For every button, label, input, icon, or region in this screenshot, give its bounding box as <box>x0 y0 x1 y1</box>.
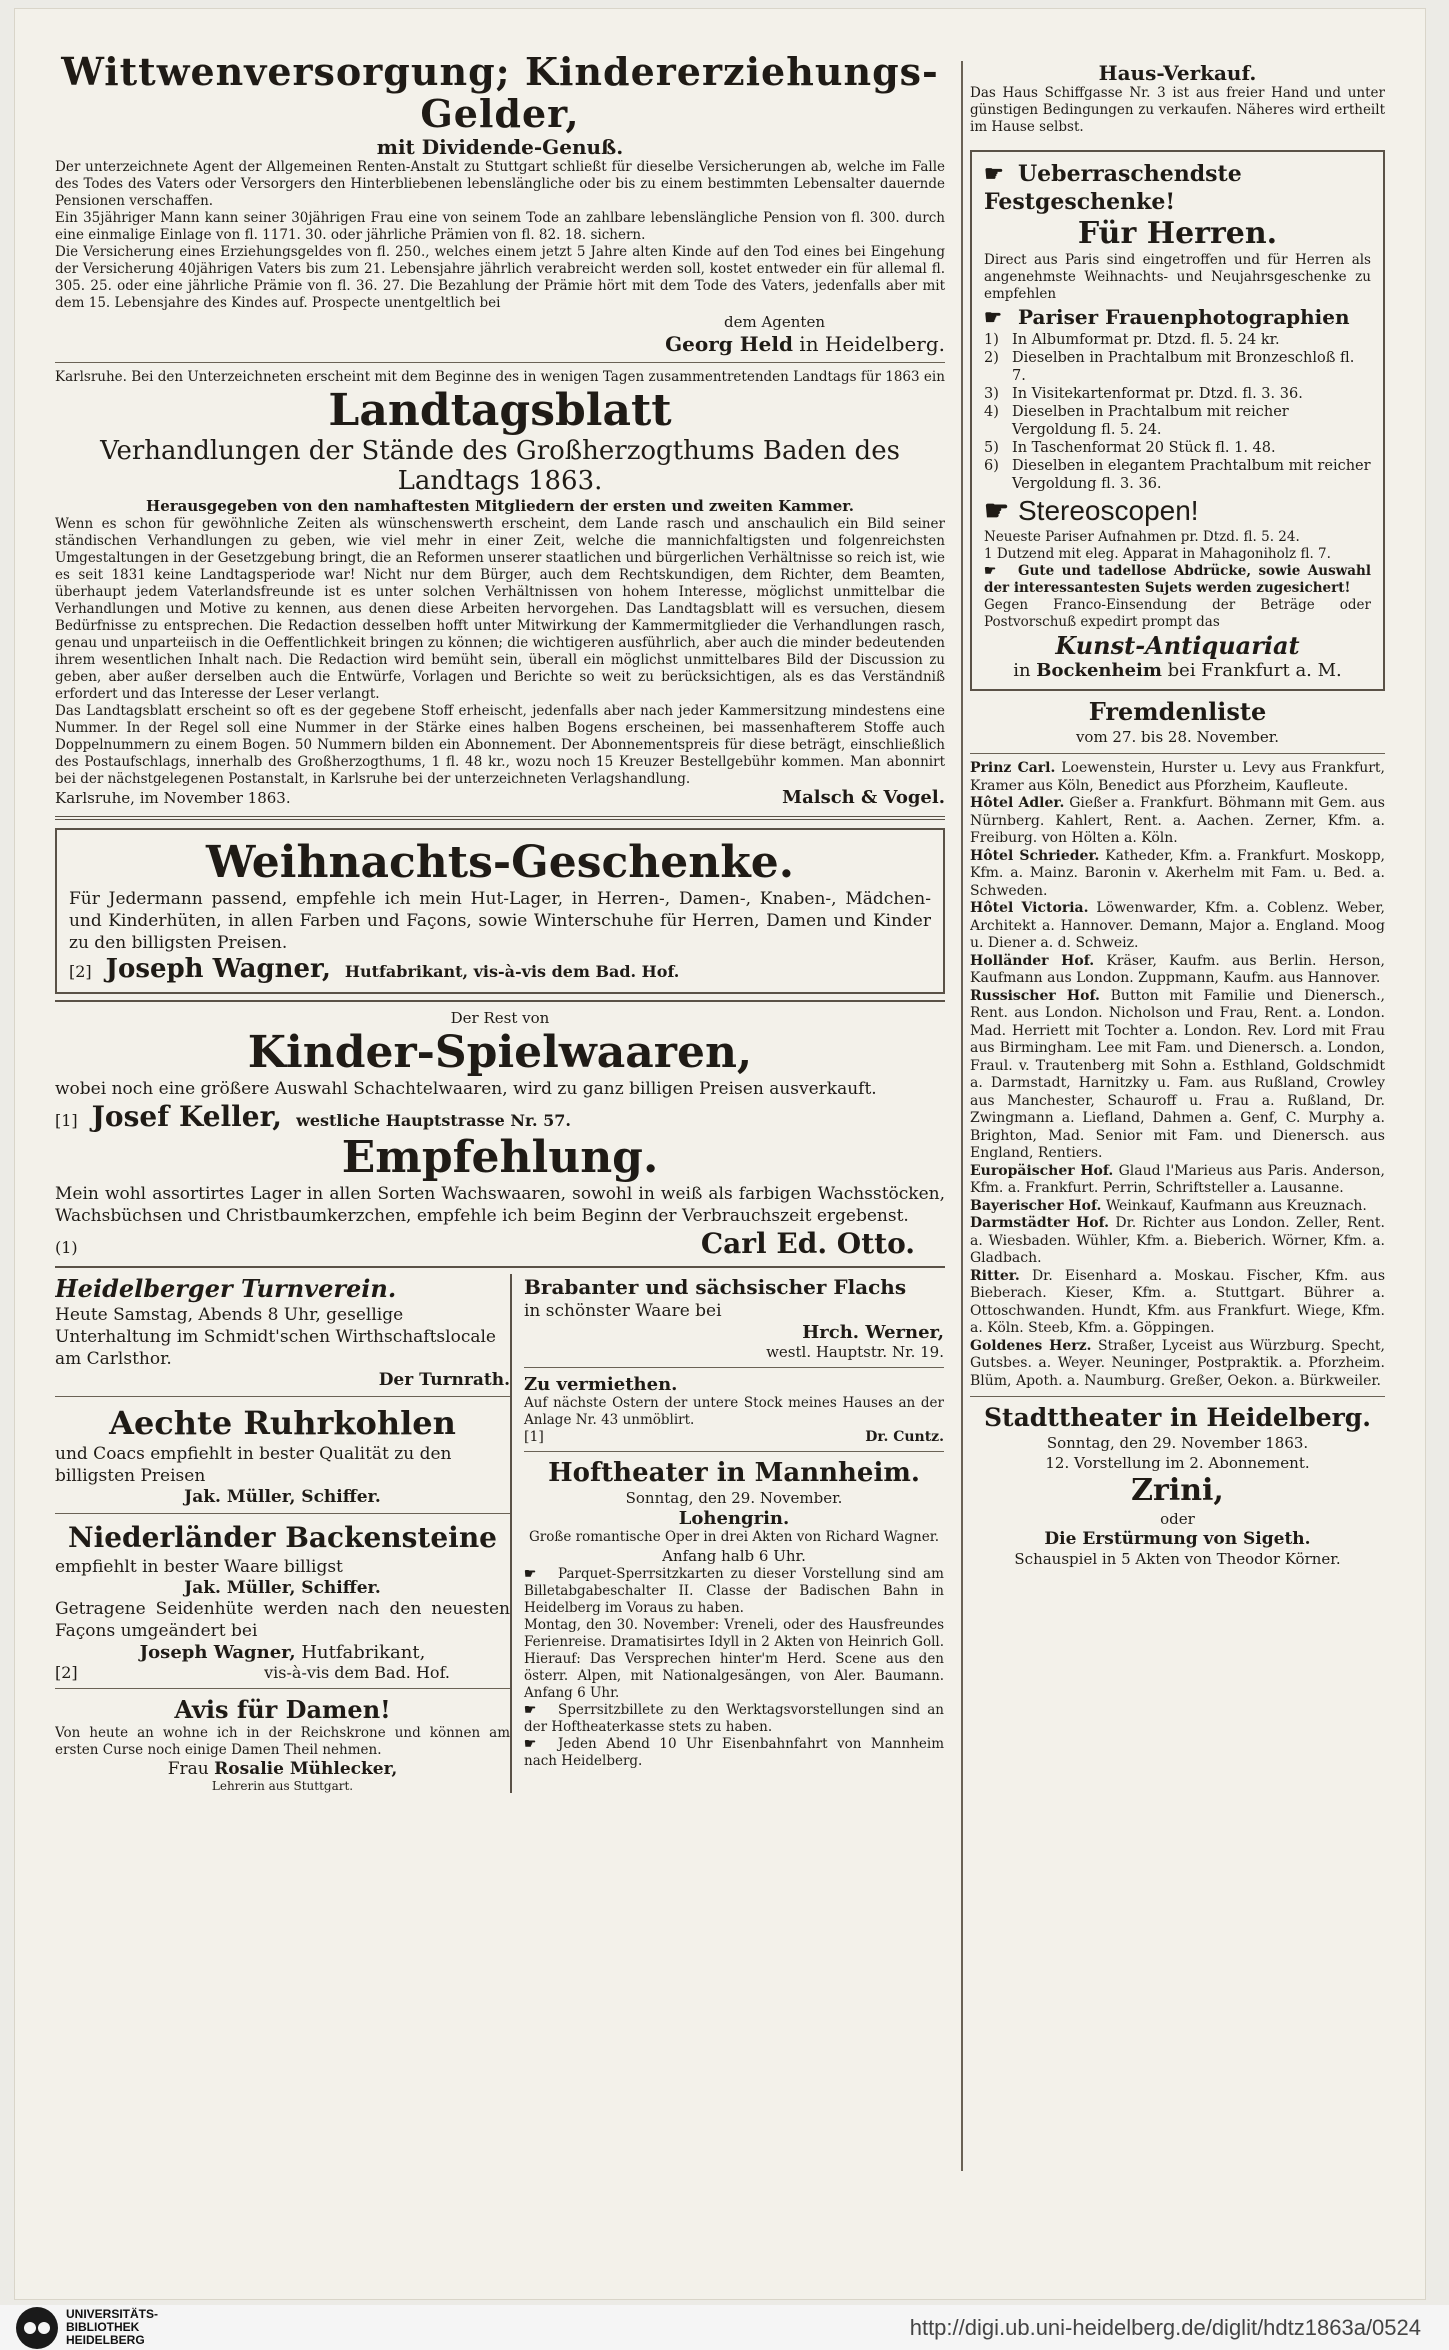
stereo-title: Stereoscopen! <box>1018 495 1199 526</box>
guest-entry: Hôtel Adler. Gießer a. Frankfurt. Böhmann mit Gem. aus Nürnberg. Kahlert, Rent. a. Aachen. Zerner, Kfm. a. Freiburg. von Hölten a. Köln. <box>970 795 1385 846</box>
vermieth-body: Auf nächste Ostern der untere Stock meines Hauses an der Anlage Nr. 43 unmöblirt. <box>524 1395 944 1428</box>
guest-entry: Europäischer Hof. Glaud l'Marieus aus Paris. Anderson, Kfm. a. Frankfurt. Perrin, Schriftsteller a. Lausanne. <box>970 1162 1385 1196</box>
list-item: 2) Dieselben in Prachtalbum mit Bronzeschloß fl. 7. <box>984 350 1355 384</box>
spiel-body: wobei noch eine größere Auswahl Schachtelwaaren, wird zu ganz billigen Preisen ausverkauft. <box>55 1079 877 1099</box>
flachs-title: Brabanter und sächsischer Flachs <box>524 1275 907 1299</box>
weihnacht-title: Weihnachts-Geschenke. <box>205 837 795 888</box>
herren-title: Für Herren. <box>1077 216 1278 251</box>
empf-num: (1) <box>55 1238 78 1257</box>
back-num: [2] <box>55 1663 78 1682</box>
list-item: 5) In Taschenformat 20 Stück fl. 1. 48. <box>984 440 1276 456</box>
wittwen-sig-post: in Heidelberg. <box>799 332 945 356</box>
weihnacht-num: [2] <box>69 962 92 981</box>
list-item: 1) In Albumformat pr. Dtzd. fl. 5. 24 kr. <box>984 332 1280 348</box>
two-column-ads <box>55 1274 945 1793</box>
fest-box <box>970 150 1385 691</box>
avis-sig: Rosalie Mühlecker, <box>214 1759 398 1779</box>
divider <box>55 1266 945 1268</box>
gute-row <box>984 563 1371 597</box>
back-body: empfiehlt in bester Waare billigst <box>55 1557 343 1577</box>
empf-title: Empfehlung. <box>341 1132 659 1183</box>
wittwen-signature <box>55 332 945 356</box>
pointing-hand-icon: ☛ <box>524 1566 537 1582</box>
landtag-title: Landtagsblatt <box>328 385 672 436</box>
mannheim-start: Anfang halb 6 Uhr. <box>662 1547 806 1565</box>
back-addr: vis-à-vis dem Bad. Hof. <box>264 1663 450 1682</box>
landtag-sub1: Verhandlungen der Stände des Großherzogthums Baden des <box>100 436 900 466</box>
fest-title: Ueberraschendste Festgeschenke! <box>984 161 1242 215</box>
guest-entry: Russischer Hof. Button mit Familie und Dienersch., Rent. aus London. Nicholson und Frau, Rent. a. London. Mad. Herriett mit Tochter a. London. Rev. Lord mit Frau aus Birmingham. Lee mit Fam. und Dienersch. a. London, Fraul. v. Trautenberg mit Sohn a. Esthland, Goldschmidt a. Darmstadt, Harnitzky u. Fam. aus Rußland, Crowley aus Manchester, Schauroff u. Frau a. Rußland, Dr. Zwingmann a. Liefland, Dahmen a. Genf, C. Murphy a. Brighton, Mad. Senior mit Fam. und Dienersch. aus England, Rentiers. <box>970 987 1385 1161</box>
vermieth-signature <box>524 1429 944 1445</box>
weihnacht-box <box>55 828 945 994</box>
landtag-sig: Malsch & Vogel. <box>782 787 945 808</box>
mannheim-title: Hoftheater in Mannheim. <box>548 1458 920 1488</box>
back-signature <box>55 1642 510 1663</box>
pointing-hand-icon: ☛ <box>984 494 1010 527</box>
mannheim-parquet-text: Parquet-Sperrsitzkarten zu dieser Vorstellung sind am Billetabgabeschalter II. Classe der Badischen Bahn in Heidelberg im Voraus zu haben. <box>524 1566 944 1616</box>
bock-pre: in <box>1013 660 1031 681</box>
weihnacht-addr: Hutfabrikant, vis-à-vis dem Bad. Hof. <box>344 962 680 981</box>
frauen-title: Pariser Frauenphotographien <box>1018 305 1350 329</box>
stereo-body2: 1 Dutzend mit eleg. Apparat in Mahagoniholz fl. 7. <box>984 546 1331 562</box>
vermieth-title: Zu vermiethen. <box>524 1374 678 1395</box>
flachs-sig: Hrch. Werner, <box>802 1322 944 1343</box>
spiel-pre: Der Rest von <box>450 1009 550 1027</box>
pointing-hand-icon: ☛ <box>524 1736 537 1752</box>
stereo-body: Neueste Pariser Aufnahmen pr. Dtzd. fl. 5. 24. <box>984 529 1300 545</box>
mannheim-play: Lohengrin. <box>678 1508 790 1529</box>
guest-entry: Goldenes Herz. Straßer, Lyceist aus Würzburg. Specht, Gutsbes. a. Weyer. Neuninger, Postpraktik. a. Pforzheim. Blüm, Apoth. a. Naumburg. Greßer, Oekon. a. Bürkweiler. <box>970 1337 1385 1389</box>
guest-list <box>970 760 1385 1390</box>
mannheim-sperr <box>524 1702 944 1736</box>
landtag-intro: Karlsruhe. Bei den Unterzeichneten erscheint mit dem Beginne des in wenigen Tagen zusammentretenden Landtags für 1863 ein <box>55 369 945 385</box>
empf-body: Mein wohl assortirtes Lager in allen Sorten Wachswaaren, sowohl in weiß als farbigen Wachsstöcken, Wachsbüchsen und Christbaumkerzchen, empfehle ich beim Beginn der Verbrauchszeit ergebenst. <box>55 1184 945 1226</box>
avis-title: Avis für Damen! <box>174 1695 391 1724</box>
spiel-signature <box>55 1100 945 1133</box>
wittwen-title: Wittwenversorgung; Kindererziehungs-Gelder, <box>61 51 939 136</box>
divider <box>55 1000 945 1002</box>
bock-row <box>984 660 1371 681</box>
ruhr-body: und Coacs empfiehlt in bester Qualität zu den billigsten Preisen <box>55 1444 452 1486</box>
divider <box>55 1688 510 1689</box>
oder-1: oder <box>1160 1510 1195 1528</box>
pointing-hand-icon: ☛ <box>984 161 1004 187</box>
paris-body: Direct aus Paris sind eingetroffen und für Herren als angenehmste Weihnachts- und Neujahrsgeschenke zu empfehlen <box>984 252 1371 302</box>
wittwen-sig-name: Georg Held <box>665 332 793 356</box>
weihnacht-name: Joseph Wagner, <box>105 954 331 984</box>
back-name-post: Hutfabrikant, <box>301 1642 426 1663</box>
landtag-place: Karlsruhe, im November 1863. <box>55 789 291 807</box>
library-logo-text: UNIVERSITÄTS- BIBLIOTHEK HEIDELBERG <box>66 2307 159 2347</box>
mannheim-train-text: Jeden Abend 10 Uhr Eisenbahnfahrt von Mannheim nach Heidelberg. <box>524 1736 944 1769</box>
fremd-title: Fremdenliste <box>1088 697 1267 726</box>
landtag-body2: Das Landtagsblatt erscheint so oft es der gegebene Stoff erheischt, jedenfalls aber nach jeder Kammersitzung mindestens eine Nummer. In der Regel soll eine Nummer in der Stärke eines halben Bogens erscheinen, bei massenhafterem Stoffe auch Doppelnummern zu einem Bogen. 50 Nummern bilden ein Abonnement. Der Abonnementspreis für diese beträgt, einschließlich des Postaufschlags, innerhalb des Großherzogthums, 1 fl. 48 kr., wozu noch 15 Kreuzer Bestellgebühr kommen. Man abonnirt bei der nächstgelegenen Postanstalt, in Karlsruhe bei der unterzeichneten Verlagshandlung. <box>55 703 945 787</box>
divider <box>55 816 945 820</box>
column-divider <box>961 61 963 2171</box>
turn-body: Heute Samstag, Abends 8 Uhr, gesellige Unterhaltung im Schmidt'schen Wirthschaftslocale am Carlsthor. <box>55 1305 496 1369</box>
wittwen-subtitle: mit Dividende-Genuß. <box>376 135 624 159</box>
spiel-addr: westliche Hauptstrasse Nr. 57. <box>296 1111 571 1130</box>
pointing-hand-icon: ☛ <box>524 1702 537 1718</box>
wittwen-p3: Die Versicherung eines Erziehungsgeldes von fl. 250., welches einem jetzt 5 Jahre alten Kinde auf den Tod eines bei Eingehung der Versicherung 40jährigen Vaters bis zum 21. Lebensjahre jährlich verabreicht werden soll, kostet entweder ein für allemal fl. 305. 25. oder eine jährliche Prämie von fl. 36. 27. Die Bezahlung der Prämie hört mit dem Tode des Vaters, jedenfalls aber mit dem 15. Lebensjahre des Kindes auf. Prospecte unentgeltlich bei <box>55 244 945 311</box>
schau-desc: Schauspiel in 5 Akten von Theodor Körner. <box>1014 1550 1341 1568</box>
spiel-num: [1] <box>55 1111 78 1130</box>
bock-name: Bockenheim <box>1036 660 1162 681</box>
haus-body: Das Haus Schiffgasse Nr. 3 ist aus freier Hand und unter günstigen Bedingungen zu verkaufen. Näheres wird ertheilt im Hause selbst. <box>970 85 1385 135</box>
newspaper-page <box>14 8 1426 2300</box>
stadt-title: Stadttheater in Heidelberg. <box>983 1403 1371 1432</box>
sigeth-title: Die Erstürmung von Sigeth. <box>1044 1529 1311 1549</box>
mannheim-monday: Montag, den 30. November: Vreneli, oder des Hausfreundes Ferienreise. Dramatisirtes Idyll in 2 Akten von Heinrich Goll. Hierauf: Das Versprechen hinter'm Herd. Scene aus den österr. Alpen, mit Nationalgesängen, von Aler. Baumann. Anfang 6 Uhr. <box>524 1617 944 1701</box>
landtag-signature <box>55 788 945 808</box>
franco-text: Gegen Franco-Einsendung der Beträge oder Postvorschuß expedirt prompt das <box>984 597 1371 630</box>
zrini-title: Zrini, <box>1131 1473 1224 1508</box>
divider <box>55 1513 510 1514</box>
stadt-vorst: 12. Vorstellung im 2. Abonnement. <box>1045 1454 1310 1472</box>
ruhr-title: Aechte Ruhrkohlen <box>109 1404 456 1442</box>
main-column <box>55 51 945 2241</box>
gute-text: Gute und tadellose Abdrücke, sowie Auswahl der interessantesten Sujets werden zugesichert! <box>984 563 1371 596</box>
haus-title: Haus-Verkauf. <box>1098 61 1257 85</box>
spiel-title: Kinder-Spielwaaren, <box>247 1027 753 1078</box>
guest-entry: Darmstädter Hof. Dr. Richter aus London. Zeller, Rent. a. Wiesbaden. Wühler, Kfm. a. Bieberich. Wörner, Kfm. a. Gladbach. <box>970 1215 1385 1266</box>
weihnacht-body: Für Jedermann passend, empfehle ich mein Hut-Lager, in Herren-, Damen-, Knaben-, Mädchen- und Kinderhüten, in allen Farben und Façons, sowie Winterschuhe für Herren, Damen und Kinder zu den billigsten Preisen. <box>69 889 931 953</box>
turn-sig: Der Turnrath. <box>378 1370 510 1390</box>
mannheim-parquet <box>524 1566 944 1617</box>
kunst-title: Kunst-Antiquariat <box>1055 631 1300 660</box>
empf-name: Carl Ed. Otto. <box>700 1227 915 1260</box>
landtag-sub2: Landtags 1863. <box>397 466 603 496</box>
divider <box>55 362 945 363</box>
empf-signature <box>55 1227 945 1260</box>
stereo-row <box>984 493 1371 529</box>
guest-entry: Holländer Hof. Kräser, Kaufm. aus Berlin. Herson, Kaufmann aus London. Zuppmann, Kaufm. aus Hannover. <box>970 952 1385 986</box>
divider <box>524 1451 944 1452</box>
divider <box>524 1367 944 1368</box>
weihnacht-signature <box>69 954 931 984</box>
library-logo[interactable] <box>16 2307 158 2349</box>
guest-entry: Prinz Carl. Loewenstein, Hurster u. Levy aus Frankfurt, Kramer aus Köln, Benedict aus Pforzheim, Kaufleute. <box>970 760 1385 794</box>
vermieth-sig: Dr. Cuntz. <box>865 1429 944 1445</box>
avis-body: Von heute an wohne ich in der Reichskrone und können am ersten Curse noch einige Damen Theil nehmen. <box>55 1725 510 1758</box>
ruhr-sig: Jak. Müller, Schiffer. <box>184 1487 381 1507</box>
guest-entry: Bayerischer Hof. Weinkauf, Kaufmann aus Kreuznach. <box>970 1197 1367 1214</box>
turn-title: Heidelberger Turnverein. <box>55 1274 397 1303</box>
guest-entry: Hôtel Schrieder. Katheder, Kfm. a. Frankfurt. Moskopp, Kfm. a. Mainz. Baronin v. Akerhelm mit Fam. u. Bed. a. Schweden. <box>970 847 1385 899</box>
back-title: Niederländer Backensteine <box>68 1521 497 1554</box>
right-column <box>970 61 1385 1871</box>
guest-entry: Hôtel Victoria. Löwenwarder, Kfm. a. Coblenz. Weber, Architekt a. Hannover. Demann, Major a. England. Moog u. Diener a. d. Schweiz. <box>970 900 1385 951</box>
vermieth-num: [1] <box>524 1429 544 1445</box>
price-list <box>984 331 1371 493</box>
mannheim-train <box>524 1736 944 1770</box>
wittwen-p2: Ein 35jähriger Mann kann seiner 30jährigen Frau eine von seinem Tode an zahlbare lebenslängliche Pension von fl. 300. durch eine einmalige Einlage von fl. 1171. 30. oder jährliche Prämien von fl. 82. 18. sichern. <box>55 210 945 243</box>
list-item: 6) Dieselben in elegantem Prachtalbum mit reicher Vergoldung fl. 3. 36. <box>984 458 1371 492</box>
frauen-row <box>984 303 1371 331</box>
divider <box>55 1396 510 1397</box>
divider <box>970 1396 1385 1397</box>
mannheim-desc: Große romantische Oper in drei Akten von Richard Wagner. <box>528 1529 940 1545</box>
back-sig: Jak. Müller, Schiffer. <box>184 1578 381 1598</box>
list-item: 4) Dieselben in Prachtalbum mit reicher Vergoldung fl. 5. 24. <box>984 404 1289 438</box>
guest-entry: Ritter. Dr. Eisenhard a. Moskau. Fischer, Kfm. aus Bieberach. Kieser, Kfm. a. Stuttgart. Bührer a. Ottoschwanden. Hundt, Kfm. aus Frankfurt. Wiege, Kfm. a. Köln. Steeb, Kfm. a. Göppingen. <box>970 1267 1385 1336</box>
pointing-hand-icon: ☛ <box>984 305 1002 329</box>
stadt-date: Sonntag, den 29. November 1863. <box>1046 1434 1309 1452</box>
back-body2: Getragene Seidenhüte werden nach den neuesten Façons umgeändert bei <box>55 1599 510 1641</box>
pointing-hand-icon: ☛ <box>984 563 997 579</box>
fremd-date: vom 27. bis 28. November. <box>1075 728 1280 746</box>
library-logo-icon <box>16 2307 58 2349</box>
avis-sig-sub: Lehrerin aus Stuttgart. <box>211 1779 354 1793</box>
ads-left-column <box>55 1274 510 1793</box>
flachs-body: in schönster Waare bei <box>524 1301 722 1321</box>
flachs-addr: westl. Hauptstr. Nr. 19. <box>766 1343 944 1361</box>
mannheim-date: Sonntag, den 29. November. <box>625 1489 843 1507</box>
wittwen-sig-pre: dem Agenten <box>723 313 825 331</box>
spiel-name: Josef Keller, <box>91 1100 283 1133</box>
bock-post: bei Frankfurt a. M. <box>1167 660 1342 681</box>
site-footer <box>0 2305 1449 2350</box>
permalink-url[interactable]: http://digi.ub.uni-heidelberg.de/diglit/hdtz1863a/0524 <box>909 2314 1421 2340</box>
back-name: Joseph Wagner, <box>139 1642 296 1663</box>
list-item: 3) In Visitekartenformat pr. Dtzd. fl. 3. 36. <box>984 386 1303 402</box>
ads-right-column <box>510 1274 944 1793</box>
landtag-editors: Herausgegeben von den namhaftesten Mitgliedern der ersten und zweiten Kammer. <box>146 497 854 515</box>
divider <box>970 753 1385 754</box>
mannheim-sperr-text: Sperrsitzbillete zu den Werktagsvorstellungen sind an der Hoftheaterkasse stets zu haben. <box>524 1702 944 1735</box>
back-addr-row <box>55 1663 510 1682</box>
avis-sig-pre: Frau <box>167 1759 209 1779</box>
avis-signature <box>55 1759 510 1779</box>
landtag-body: Wenn es schon für gewöhnliche Zeiten als wünschenswerth erscheint, dem Lande rasch und anschaulich ein Bild seiner ständischen Verhandlungen zu geben, wie viel mehr in einer Zeit, welche die mannichfaltigsten und folgenreichsten Umgestaltungen in der Gesetzgebung bringt, die an Reformen unserer staatlichen und bürgerlichen Verhältnisse so reich ist, wie es seit 1831 keine Landtagsperiode war! Nicht nur dem Bürger, auch dem Rechtskundigen, dem Richter, dem Beamten, überhaupt jedem Vaterlandsfreunde ist es unter solchen Verhältnissen von hohem Interesse, möglichst unmittelbar die Verhandlungen und Motive zu kennen, aus denen diese Arbeiten hervorgehen. Das Landtagsblatt will es versuchen, diesem Bedürfnisse zu entsprechen. Die Redaction desselben hofft unter Mitwirkung der Kammermitglieder die Verhandlungen rasch, genau und unparteiisch in die Oeffentlichkeit bringen zu können; die wichtigeren ausführlich, aber auch die minder bedeutenden ihrem wesentlichen Inhalt nach. Die Redaction wird bemüht sein, überall ein möglichst unmittelbares Bild der Discussion zu geben, aber außer derselben auch die Entwürfe, Vorlagen und Berichte so weit zu berücksichtigen, als es das Verständniß erfordert und das Interesse der Leser verlangt. <box>55 516 945 702</box>
fest-title-row <box>984 160 1371 216</box>
wittwen-p1: Der unterzeichnete Agent der Allgemeinen Renten-Anstalt zu Stuttgart schließt für dieselbe Versicherungen ab, welche im Falle des Todes des Vaters oder Versorgers den Hinterbliebenen lebenslängliche oder bis zu einem bestimmten Lebensalter dauernde Pensionen verschaffen. <box>55 159 945 209</box>
